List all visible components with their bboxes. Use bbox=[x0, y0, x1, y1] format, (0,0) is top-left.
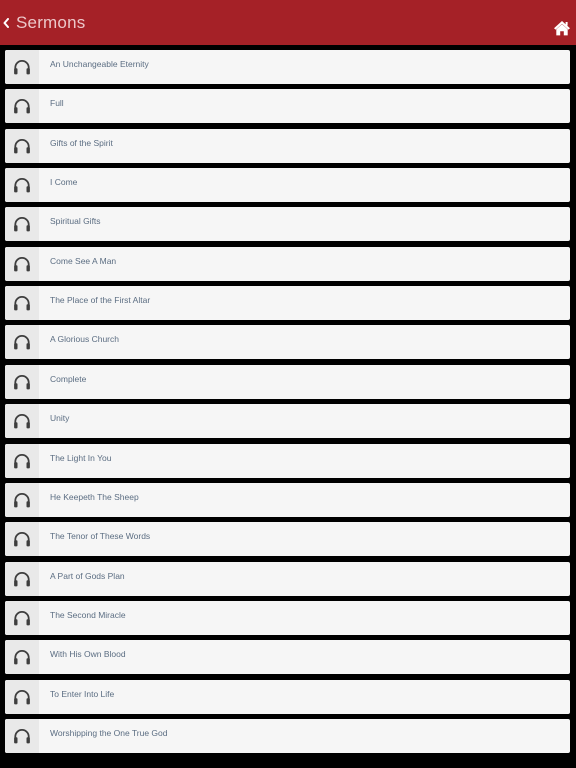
headphones-icon bbox=[13, 138, 31, 154]
list-item[interactable] bbox=[5, 168, 570, 202]
list-item[interactable] bbox=[5, 640, 570, 674]
headphones-icon bbox=[13, 256, 31, 272]
play-area[interactable] bbox=[5, 601, 39, 635]
play-area[interactable] bbox=[5, 129, 39, 163]
list-item-text bbox=[39, 680, 570, 714]
list-item[interactable] bbox=[5, 404, 570, 438]
play-area[interactable] bbox=[5, 247, 39, 281]
sermon-title: I Come bbox=[50, 177, 78, 188]
headphones-icon bbox=[13, 295, 31, 311]
play-area[interactable] bbox=[5, 562, 39, 596]
sermon-list[interactable] bbox=[0, 45, 576, 768]
list-item-text bbox=[39, 286, 570, 320]
sermon-title: Unity bbox=[50, 413, 70, 424]
play-area[interactable] bbox=[5, 50, 39, 84]
list-item-text bbox=[39, 168, 570, 202]
play-area[interactable] bbox=[5, 640, 39, 674]
sermon-title: He Keepeth The Sheep bbox=[50, 491, 139, 502]
play-area[interactable] bbox=[5, 286, 39, 320]
sermon-title: To Enter Into Life bbox=[50, 688, 115, 699]
list-item[interactable] bbox=[5, 562, 570, 596]
play-area[interactable] bbox=[5, 444, 39, 478]
headphones-icon bbox=[13, 374, 31, 390]
page-title: Sermons bbox=[16, 12, 86, 32]
list-item[interactable] bbox=[5, 325, 570, 359]
list-item-text bbox=[39, 325, 570, 359]
list-item[interactable] bbox=[5, 483, 570, 517]
list-item-text bbox=[39, 562, 570, 596]
list-item[interactable] bbox=[5, 522, 570, 556]
chevron-left-icon bbox=[3, 18, 9, 28]
sermon-title: The Second Miracle bbox=[50, 609, 126, 620]
list-item[interactable] bbox=[5, 719, 570, 753]
play-area[interactable] bbox=[5, 365, 39, 399]
headphones-icon bbox=[13, 216, 31, 232]
list-item-text bbox=[39, 129, 570, 163]
list-item-text bbox=[39, 404, 570, 438]
sermon-title: The Light In You bbox=[50, 452, 112, 463]
list-item[interactable] bbox=[5, 129, 570, 163]
headphones-icon bbox=[13, 610, 31, 626]
list-item[interactable] bbox=[5, 365, 570, 399]
home-icon bbox=[553, 20, 571, 36]
play-area[interactable] bbox=[5, 404, 39, 438]
home-button[interactable] bbox=[553, 20, 571, 36]
list-item-text bbox=[39, 601, 570, 635]
play-area[interactable] bbox=[5, 207, 39, 241]
list-item-text bbox=[39, 247, 570, 281]
sermon-title: With His Own Blood bbox=[50, 649, 126, 660]
sermon-title: Come See A Man bbox=[50, 255, 117, 266]
sermon-title: Spiritual Gifts bbox=[50, 216, 101, 227]
headphones-icon bbox=[13, 571, 31, 587]
sermon-title: The Place of the First Altar bbox=[50, 295, 151, 306]
headphones-icon bbox=[13, 649, 31, 665]
sermon-title: Worshipping the One True God bbox=[50, 728, 168, 738]
app-header bbox=[0, 0, 576, 45]
headphones-icon bbox=[13, 492, 31, 508]
list-item[interactable] bbox=[5, 89, 570, 123]
list-item[interactable] bbox=[5, 50, 570, 84]
list-item-text bbox=[39, 522, 570, 556]
play-area[interactable] bbox=[5, 719, 39, 753]
list-item-text bbox=[39, 365, 570, 399]
list-item[interactable] bbox=[5, 286, 570, 320]
headphones-icon bbox=[13, 728, 31, 744]
list-item-text bbox=[39, 50, 570, 84]
sermon-title: Complete bbox=[50, 373, 87, 384]
headphones-icon bbox=[13, 334, 31, 350]
list-item[interactable] bbox=[5, 207, 570, 241]
headphones-icon bbox=[13, 689, 31, 705]
list-item-text bbox=[39, 640, 570, 674]
list-item-text bbox=[39, 444, 570, 478]
headphones-icon bbox=[13, 453, 31, 469]
list-item[interactable] bbox=[5, 444, 570, 478]
play-area[interactable] bbox=[5, 483, 39, 517]
sermon-title: Full bbox=[50, 98, 64, 109]
headphones-icon bbox=[13, 531, 31, 547]
list-item-text bbox=[39, 207, 570, 241]
play-area[interactable] bbox=[5, 168, 39, 202]
list-item-text bbox=[39, 89, 570, 123]
sermon-title: A Part of Gods Plan bbox=[50, 570, 125, 581]
play-area[interactable] bbox=[5, 325, 39, 359]
list-item[interactable] bbox=[5, 601, 570, 635]
list-item[interactable] bbox=[5, 680, 570, 714]
play-area[interactable] bbox=[5, 89, 39, 123]
list-item[interactable] bbox=[5, 247, 570, 281]
headphones-icon bbox=[13, 413, 31, 429]
sermon-title: The Tenor of These Words bbox=[50, 531, 151, 542]
sermon-title: A Glorious Church bbox=[50, 334, 119, 345]
headphones-icon bbox=[13, 177, 31, 193]
back-button[interactable] bbox=[0, 0, 90, 45]
list-item-text bbox=[39, 719, 570, 753]
list-item-text bbox=[39, 483, 570, 517]
headphones-icon bbox=[13, 59, 31, 75]
sermon-title: An Unchangeable Eternity bbox=[50, 59, 149, 69]
headphones-icon bbox=[13, 98, 31, 114]
play-area[interactable] bbox=[5, 680, 39, 714]
sermon-title: Gifts of the Spirit bbox=[50, 137, 113, 148]
play-area[interactable] bbox=[5, 522, 39, 556]
